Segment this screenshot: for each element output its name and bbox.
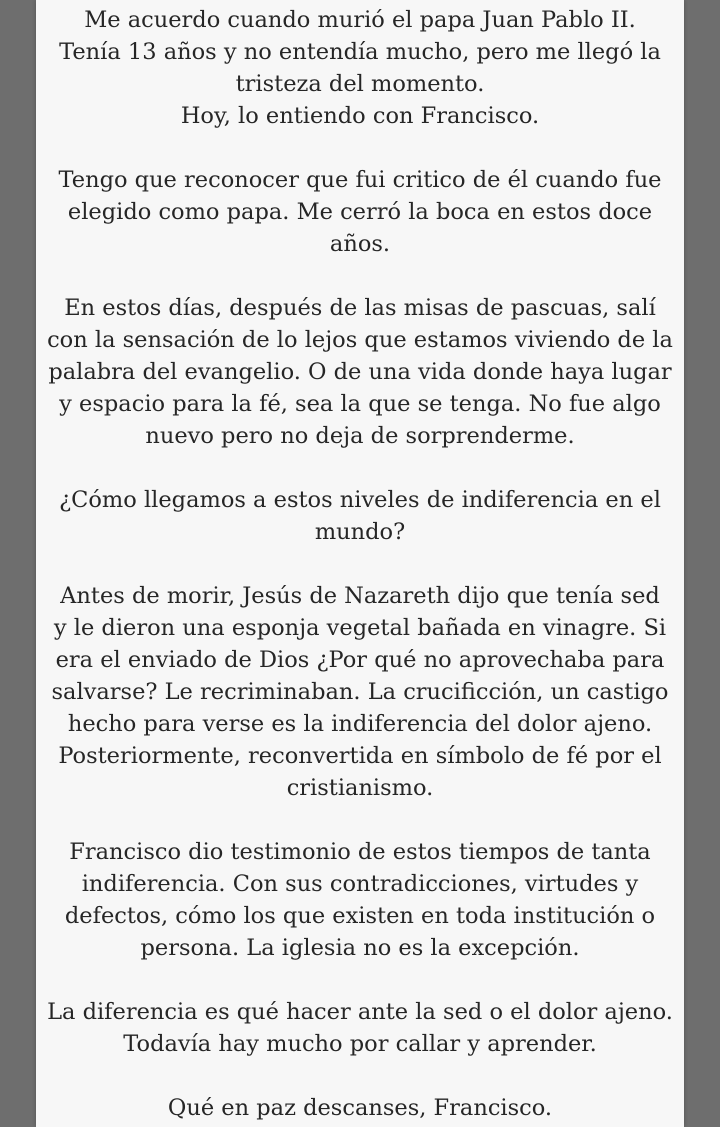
text-line: Antes de morir, Jesús de Nazareth dijo que tenía sed	[60, 583, 660, 609]
text-line: La diferencia es qué hacer ante la sed o el dolor ajeno.	[47, 999, 673, 1025]
text-line: y le dieron una esponja vegetal bañada en vinagre. Si	[53, 615, 667, 641]
paragraph-8	[36, 1092, 684, 1124]
text-line: elegido como papa. Me cerró la boca en estos doce	[67, 199, 653, 225]
text-line: tristeza del momento.	[235, 71, 485, 97]
text-line: nuevo pero no deja de sorprenderme.	[145, 423, 575, 449]
paragraph-5	[36, 580, 684, 804]
text-line: indiferencia. Con sus contradicciones, virtudes y	[81, 871, 639, 897]
text-line: Francisco dio testimonio de estos tiempos de tanta	[69, 839, 651, 865]
text-line: Qué en paz descanses, Francisco.	[167, 1095, 553, 1121]
text-line: años.	[329, 231, 391, 257]
text-line: con la sensación de lo lejos que estamos viviendo de la	[47, 327, 673, 353]
text-line: Posteriormente, reconvertida en símbolo de fé por el	[58, 743, 662, 769]
paragraph-1	[36, 4, 684, 132]
text-line: salvarse? Le recriminaban. La crucificción, un castigo	[51, 679, 669, 705]
text-line: hecho para verse es la indiferencia del dolor ajeno.	[67, 711, 653, 737]
paragraph-3	[36, 292, 684, 452]
text-line: y espacio para la fé, sea la que se tenga. No fue algo	[59, 391, 661, 417]
text-line: defectos, cómo los que existen en toda institución o	[64, 903, 656, 929]
text-line: palabra del evangelio. O de una vida donde haya lugar	[48, 359, 672, 385]
text-line: Tengo que reconocer que fui critico de él cuando fue	[58, 167, 662, 193]
text-line: Hoy, lo entiendo con Francisco.	[180, 103, 540, 129]
text-line: En estos días, después de las misas de pascuas, salí	[64, 295, 656, 321]
paragraph-7	[36, 996, 684, 1060]
paragraph-4	[36, 484, 684, 548]
text-line: mundo?	[314, 519, 406, 545]
text-line: era el enviado de Dios ¿Por qué no aprovechaba para	[55, 647, 665, 673]
paragraph-6	[36, 836, 684, 964]
text-card	[36, 0, 684, 1127]
text-line: Todavía hay mucho por callar y aprender.	[123, 1031, 597, 1057]
paragraph-2	[36, 164, 684, 260]
text-line: Tenía 13 años y no entendía mucho, pero me llegó la	[59, 39, 661, 65]
post-text	[36, 4, 684, 1124]
text-line: persona. La iglesia no es la excepción.	[140, 935, 580, 961]
text-line: cristianismo.	[286, 775, 434, 801]
text-line: ¿Cómo llegamos a estos niveles de indiferencia en el	[59, 487, 661, 513]
text-line: Me acuerdo cuando murió el papa Juan Pablo II.	[84, 7, 636, 33]
